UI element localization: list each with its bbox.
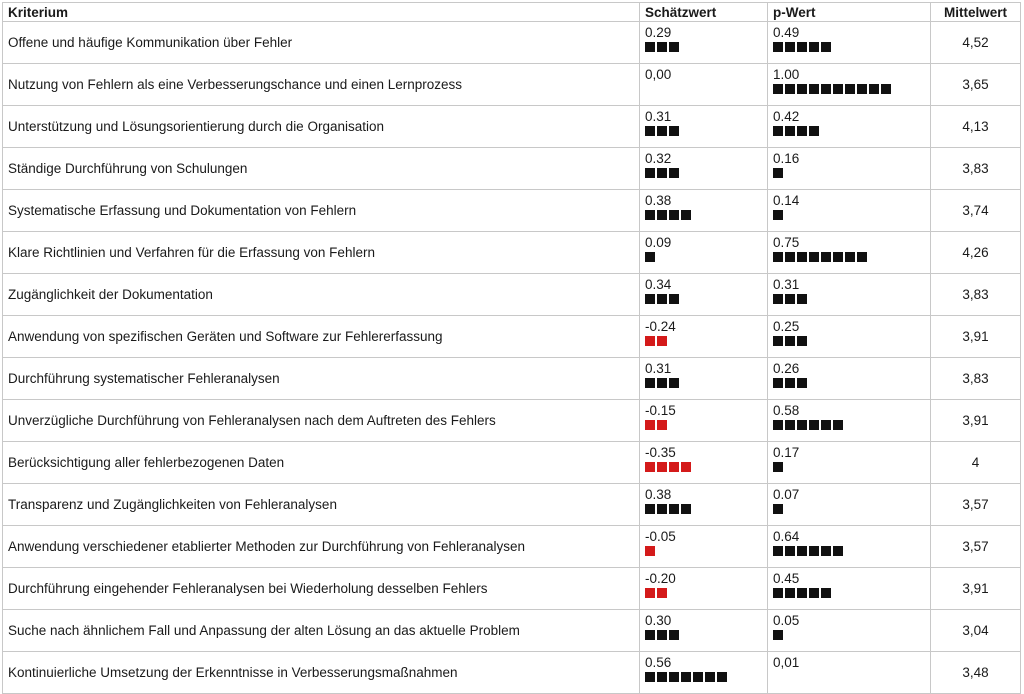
schaetzwert-cell xyxy=(640,316,768,358)
pwert-bar-square xyxy=(797,252,807,262)
pwert-bar-square xyxy=(785,126,795,136)
pwert-bar-square xyxy=(881,84,891,94)
schaetzwert-bar-square xyxy=(681,672,691,682)
pwert-bar-square xyxy=(785,84,795,94)
table-row xyxy=(3,148,1021,190)
schaetzwert-bar xyxy=(645,210,762,222)
pwert-cell xyxy=(768,526,931,568)
pwert-value: 0.07 xyxy=(773,487,800,502)
schaetzwert-cell xyxy=(640,148,768,190)
schaetzwert-bar xyxy=(645,378,762,390)
kriterium-cell: Klare Richtlinien und Verfahren für die Erfassung von Fehlern xyxy=(3,232,640,274)
pwert-cell xyxy=(768,652,931,694)
pwert-bar-square xyxy=(773,126,783,136)
schaetzwert-value: 0.09 xyxy=(645,235,672,250)
schaetzwert-bar-square xyxy=(645,210,655,220)
pwert-value: 0.16 xyxy=(773,151,800,166)
schaetzwert-cell xyxy=(640,442,768,484)
schaetzwert-bar xyxy=(645,504,762,516)
schaetzwert-bar-square xyxy=(669,630,679,640)
pwert-cell xyxy=(768,64,931,106)
schaetzwert-bar-square xyxy=(693,672,703,682)
pwert-bar-square xyxy=(785,42,795,52)
schaetzwert-value: 0.34 xyxy=(645,277,672,292)
pwert-bar-square xyxy=(857,252,867,262)
schaetzwert-cell xyxy=(640,484,768,526)
schaetzwert-cell xyxy=(640,400,768,442)
schaetzwert-bar-square xyxy=(669,126,679,136)
schaetzwert-bar-square xyxy=(645,588,655,598)
schaetzwert-bar-square xyxy=(645,168,655,178)
schaetzwert-bar xyxy=(645,546,762,558)
schaetzwert-bar xyxy=(645,672,762,684)
table-row xyxy=(3,652,1021,694)
kriterium-cell: Ständige Durchführung von Schulungen xyxy=(3,148,640,190)
pwert-bar-square xyxy=(773,588,783,598)
pwert-bar xyxy=(773,546,925,558)
pwert-bar-square xyxy=(797,546,807,556)
schaetzwert-bar-square xyxy=(681,462,691,472)
pwert-cell xyxy=(768,106,931,148)
pwert-bar-square xyxy=(785,420,795,430)
schaetzwert-bar-square xyxy=(645,252,655,262)
pwert-bar-square xyxy=(809,546,819,556)
pwert-cell xyxy=(768,568,931,610)
table-row xyxy=(3,358,1021,400)
schaetzwert-value: -0.05 xyxy=(645,529,676,544)
schaetzwert-value: -0.15 xyxy=(645,403,676,418)
pwert-cell xyxy=(768,148,931,190)
pwert-bar-square xyxy=(797,294,807,304)
criteria-table xyxy=(2,2,1021,694)
pwert-bar-square xyxy=(809,42,819,52)
kriterium-cell: Durchführung eingehender Fehleranalysen bei Wiederholung desselben Fehlers xyxy=(3,568,640,610)
pwert-bar xyxy=(773,252,925,264)
schaetzwert-bar xyxy=(645,630,762,642)
schaetzwert-value: 0.56 xyxy=(645,655,672,670)
pwert-value: 1.00 xyxy=(773,67,800,82)
pwert-bar-square xyxy=(857,84,867,94)
schaetzwert-bar-square xyxy=(705,672,715,682)
pwert-bar-square xyxy=(833,252,843,262)
pwert-bar-square xyxy=(773,504,783,514)
schaetzwert-bar-square xyxy=(657,462,667,472)
kriterium-cell: Zugänglichkeit der Dokumentation xyxy=(3,274,640,316)
schaetzwert-cell xyxy=(640,274,768,316)
kriterium-cell: Transparenz und Zugänglichkeiten von Fehleranalysen xyxy=(3,484,640,526)
pwert-bar xyxy=(773,42,925,54)
pwert-bar-square xyxy=(773,378,783,388)
pwert-bar-square xyxy=(785,252,795,262)
mittelwert-cell: 3,91 xyxy=(931,568,1021,610)
pwert-cell xyxy=(768,232,931,274)
pwert-cell xyxy=(768,610,931,652)
pwert-bar-square xyxy=(821,84,831,94)
schaetzwert-bar xyxy=(645,84,762,96)
pwert-cell xyxy=(768,190,931,232)
pwert-bar-square xyxy=(821,420,831,430)
pwert-bar xyxy=(773,588,925,600)
schaetzwert-value: 0.30 xyxy=(645,613,672,628)
header-schaetzwert: Schätzwert xyxy=(640,3,768,22)
schaetzwert-bar-square xyxy=(717,672,727,682)
pwert-value: 0.42 xyxy=(773,109,800,124)
schaetzwert-bar-square xyxy=(645,504,655,514)
kriterium-cell: Anwendung verschiedener etablierter Methoden zur Durchführung von Fehleranalysen xyxy=(3,526,640,568)
schaetzwert-bar-square xyxy=(645,672,655,682)
schaetzwert-value: 0.32 xyxy=(645,151,672,166)
pwert-value: 0.25 xyxy=(773,319,800,334)
pwert-bar-square xyxy=(797,126,807,136)
pwert-value: 0.31 xyxy=(773,277,800,292)
pwert-bar-square xyxy=(869,84,879,94)
schaetzwert-value: -0.20 xyxy=(645,571,676,586)
pwert-value: 0.64 xyxy=(773,529,800,544)
schaetzwert-bar xyxy=(645,252,762,264)
schaetzwert-bar-square xyxy=(657,294,667,304)
pwert-value: 0.05 xyxy=(773,613,800,628)
kriterium-cell: Unterstützung und Lösungsorientierung durch die Organisation xyxy=(3,106,640,148)
schaetzwert-value: -0.24 xyxy=(645,319,676,334)
table-row xyxy=(3,106,1021,148)
schaetzwert-value: 0.38 xyxy=(645,487,672,502)
pwert-bar xyxy=(773,504,925,516)
schaetzwert-bar xyxy=(645,42,762,54)
pwert-cell xyxy=(768,400,931,442)
mittelwert-cell: 3,74 xyxy=(931,190,1021,232)
schaetzwert-bar-square xyxy=(657,630,667,640)
schaetzwert-cell xyxy=(640,22,768,64)
header-row xyxy=(3,3,1021,22)
schaetzwert-bar xyxy=(645,462,762,474)
pwert-bar-square xyxy=(773,210,783,220)
pwert-value: 0.49 xyxy=(773,25,800,40)
schaetzwert-bar-square xyxy=(657,336,667,346)
schaetzwert-bar-square xyxy=(669,294,679,304)
kriterium-cell: Systematische Erfassung und Dokumentation von Fehlern xyxy=(3,190,640,232)
pwert-bar-square xyxy=(773,336,783,346)
pwert-bar-square xyxy=(809,588,819,598)
schaetzwert-bar xyxy=(645,126,762,138)
mittelwert-cell: 4 xyxy=(931,442,1021,484)
pwert-value: 0.17 xyxy=(773,445,800,460)
schaetzwert-cell xyxy=(640,610,768,652)
pwert-value: 0.45 xyxy=(773,571,800,586)
table-row xyxy=(3,232,1021,274)
schaetzwert-value: 0.38 xyxy=(645,193,672,208)
pwert-bar-square xyxy=(797,336,807,346)
mittelwert-cell: 3,91 xyxy=(931,316,1021,358)
mittelwert-cell: 3,83 xyxy=(931,358,1021,400)
pwert-bar xyxy=(773,84,925,96)
kriterium-cell: Suche nach ähnlichem Fall und Anpassung der alten Lösung an das aktuelle Problem xyxy=(3,610,640,652)
schaetzwert-bar-square xyxy=(645,126,655,136)
pwert-bar-square xyxy=(809,420,819,430)
schaetzwert-bar-square xyxy=(669,378,679,388)
pwert-bar-square xyxy=(845,84,855,94)
pwert-bar-square xyxy=(833,420,843,430)
pwert-bar-square xyxy=(821,588,831,598)
schaetzwert-bar-square xyxy=(669,504,679,514)
schaetzwert-value: 0.31 xyxy=(645,109,672,124)
table-row xyxy=(3,400,1021,442)
table-row xyxy=(3,274,1021,316)
pwert-bar-square xyxy=(833,84,843,94)
mittelwert-cell: 4,52 xyxy=(931,22,1021,64)
pwert-bar-square xyxy=(773,294,783,304)
table-row xyxy=(3,316,1021,358)
table-row xyxy=(3,484,1021,526)
schaetzwert-value: 0.31 xyxy=(645,361,672,376)
schaetzwert-bar-square xyxy=(645,336,655,346)
table-row xyxy=(3,568,1021,610)
schaetzwert-bar-square xyxy=(657,504,667,514)
pwert-bar-square xyxy=(809,252,819,262)
schaetzwert-bar-square xyxy=(669,462,679,472)
schaetzwert-bar-square xyxy=(657,378,667,388)
schaetzwert-bar-square xyxy=(645,630,655,640)
schaetzwert-bar-square xyxy=(645,294,655,304)
pwert-bar-square xyxy=(809,126,819,136)
table-row xyxy=(3,526,1021,568)
mittelwert-cell: 4,26 xyxy=(931,232,1021,274)
mittelwert-cell: 3,48 xyxy=(931,652,1021,694)
table-row xyxy=(3,610,1021,652)
schaetzwert-bar-square xyxy=(657,42,667,52)
pwert-bar-square xyxy=(773,462,783,472)
schaetzwert-bar-square xyxy=(645,546,655,556)
mittelwert-cell: 3,57 xyxy=(931,484,1021,526)
pwert-bar-square xyxy=(797,420,807,430)
header-mittelwert: Mittelwert xyxy=(931,3,1021,22)
schaetzwert-cell xyxy=(640,652,768,694)
kriterium-cell: Durchführung systematischer Fehleranalysen xyxy=(3,358,640,400)
schaetzwert-cell xyxy=(640,64,768,106)
schaetzwert-bar-square xyxy=(669,42,679,52)
pwert-bar-square xyxy=(797,84,807,94)
header-pwert: p-Wert xyxy=(768,3,931,22)
header-kriterium: Kriterium xyxy=(3,3,640,22)
schaetzwert-bar-square xyxy=(669,672,679,682)
schaetzwert-bar-square xyxy=(657,126,667,136)
pwert-bar-square xyxy=(821,42,831,52)
pwert-bar-square xyxy=(773,42,783,52)
pwert-bar xyxy=(773,420,925,432)
kriterium-cell: Kontinuierliche Umsetzung der Erkenntnisse in Verbesserungsmaßnahmen xyxy=(3,652,640,694)
table-row xyxy=(3,442,1021,484)
pwert-bar xyxy=(773,672,925,684)
schaetzwert-bar-square xyxy=(645,462,655,472)
mittelwert-cell: 4,13 xyxy=(931,106,1021,148)
schaetzwert-bar-square xyxy=(657,210,667,220)
pwert-bar-square xyxy=(785,378,795,388)
schaetzwert-bar xyxy=(645,420,762,432)
pwert-cell xyxy=(768,316,931,358)
schaetzwert-bar-square xyxy=(645,420,655,430)
pwert-bar-square xyxy=(773,546,783,556)
pwert-bar-square xyxy=(785,294,795,304)
pwert-value: 0,01 xyxy=(773,655,800,670)
schaetzwert-bar-square xyxy=(657,168,667,178)
pwert-bar-square xyxy=(773,84,783,94)
pwert-bar-square xyxy=(797,42,807,52)
pwert-bar-square xyxy=(785,336,795,346)
schaetzwert-bar-square xyxy=(681,210,691,220)
pwert-bar xyxy=(773,126,925,138)
schaetzwert-bar-square xyxy=(645,42,655,52)
pwert-bar-square xyxy=(809,84,819,94)
mittelwert-cell: 3,65 xyxy=(931,64,1021,106)
mittelwert-cell: 3,57 xyxy=(931,526,1021,568)
pwert-value: 0.26 xyxy=(773,361,800,376)
schaetzwert-bar-square xyxy=(657,420,667,430)
schaetzwert-cell xyxy=(640,106,768,148)
pwert-bar-square xyxy=(821,546,831,556)
schaetzwert-bar-square xyxy=(657,588,667,598)
pwert-bar-square xyxy=(785,588,795,598)
pwert-bar-square xyxy=(773,252,783,262)
schaetzwert-bar-square xyxy=(681,504,691,514)
pwert-bar-square xyxy=(797,588,807,598)
pwert-cell xyxy=(768,358,931,400)
pwert-cell xyxy=(768,442,931,484)
schaetzwert-cell xyxy=(640,190,768,232)
pwert-bar-square xyxy=(773,168,783,178)
pwert-bar xyxy=(773,294,925,306)
kriterium-cell: Nutzung von Fehlern als eine Verbesserungschance und einen Lernprozess xyxy=(3,64,640,106)
kriterium-cell: Offene und häufige Kommunikation über Fehler xyxy=(3,22,640,64)
schaetzwert-bar xyxy=(645,336,762,348)
schaetzwert-cell xyxy=(640,232,768,274)
pwert-value: 0.75 xyxy=(773,235,800,250)
schaetzwert-value: 0,00 xyxy=(645,67,672,82)
schaetzwert-bar-square xyxy=(645,378,655,388)
schaetzwert-cell xyxy=(640,358,768,400)
table-row xyxy=(3,22,1021,64)
pwert-bar-square xyxy=(785,546,795,556)
table-row xyxy=(3,190,1021,232)
kriterium-cell: Berücksichtigung aller fehlerbezogenen Daten xyxy=(3,442,640,484)
pwert-bar-square xyxy=(821,252,831,262)
mittelwert-cell: 3,83 xyxy=(931,274,1021,316)
mittelwert-cell: 3,04 xyxy=(931,610,1021,652)
pwert-cell xyxy=(768,484,931,526)
pwert-bar-square xyxy=(833,546,843,556)
kriterium-cell: Unverzügliche Durchführung von Fehleranalysen nach dem Auftreten des Fehlers xyxy=(3,400,640,442)
pwert-value: 0.14 xyxy=(773,193,800,208)
pwert-bar xyxy=(773,336,925,348)
pwert-bar-square xyxy=(773,420,783,430)
kriterium-cell: Anwendung von spezifischen Geräten und Software zur Fehlererfassung xyxy=(3,316,640,358)
schaetzwert-bar-square xyxy=(669,168,679,178)
pwert-cell xyxy=(768,274,931,316)
mittelwert-cell: 3,83 xyxy=(931,148,1021,190)
table-row xyxy=(3,64,1021,106)
pwert-bar xyxy=(773,168,925,180)
schaetzwert-bar xyxy=(645,294,762,306)
pwert-bar xyxy=(773,462,925,474)
schaetzwert-bar xyxy=(645,588,762,600)
pwert-bar xyxy=(773,630,925,642)
pwert-bar-square xyxy=(797,378,807,388)
pwert-bar xyxy=(773,378,925,390)
pwert-bar xyxy=(773,210,925,222)
schaetzwert-cell xyxy=(640,568,768,610)
schaetzwert-bar xyxy=(645,168,762,180)
pwert-cell xyxy=(768,22,931,64)
pwert-value: 0.58 xyxy=(773,403,800,418)
schaetzwert-bar-square xyxy=(669,210,679,220)
table-body xyxy=(3,22,1021,694)
pwert-bar-square xyxy=(845,252,855,262)
schaetzwert-bar-square xyxy=(657,672,667,682)
schaetzwert-value: 0.29 xyxy=(645,25,672,40)
schaetzwert-cell xyxy=(640,526,768,568)
schaetzwert-value: -0.35 xyxy=(645,445,676,460)
mittelwert-cell: 3,91 xyxy=(931,400,1021,442)
pwert-bar-square xyxy=(773,630,783,640)
table-header xyxy=(3,3,1021,22)
